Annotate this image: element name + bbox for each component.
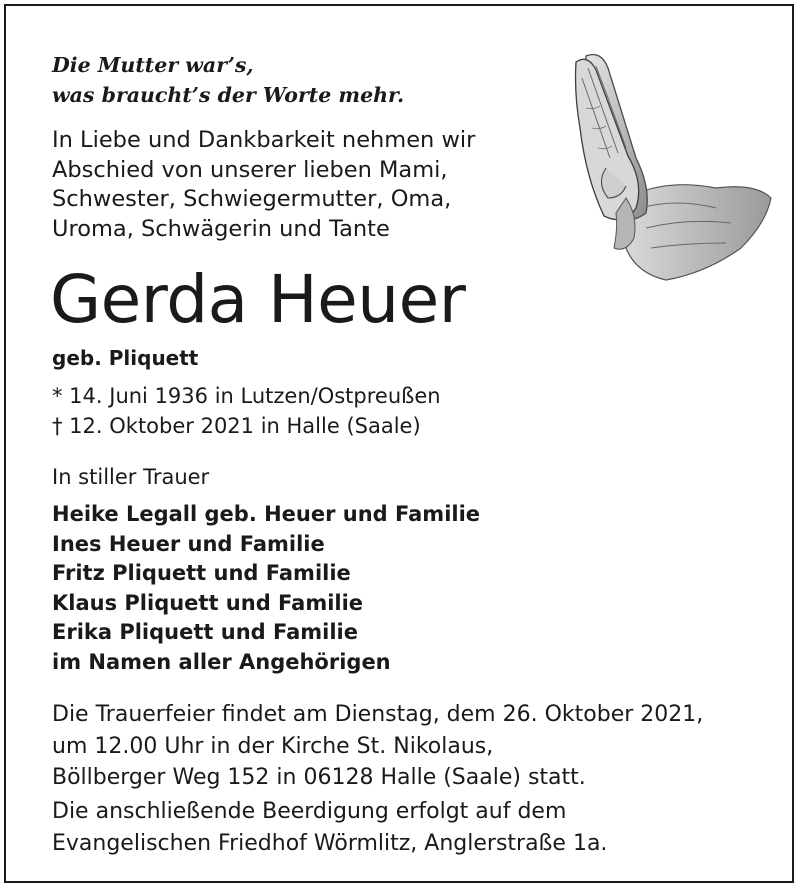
intro-text bbox=[52, 126, 475, 244]
funeral-info bbox=[52, 699, 703, 794]
mourner-item: Erika Pliquett und Familie bbox=[52, 620, 358, 644]
mourner-item: Ines Heuer und Familie bbox=[52, 531, 325, 556]
funeral-line: Die Trauerfeier findet am Dienstag, dem 26. Oktober 2021, bbox=[52, 702, 704, 727]
burial-info bbox=[52, 796, 607, 859]
birth-date: * 14. Juni 1936 in Lutzen/Ostpreußen bbox=[52, 384, 441, 408]
intro-line: In Liebe und Dankbarkeit nehmen wir bbox=[52, 127, 476, 153]
burial-line: Die anschließende Beerdigung erfolgt auf dem bbox=[52, 799, 567, 824]
funeral-line: um 12.00 Uhr in der Kirche St. Nikolaus, bbox=[52, 733, 494, 759]
motto bbox=[52, 50, 404, 110]
obituary-frame bbox=[4, 4, 794, 883]
intro-line: Abschied von unserer lieben Mami, bbox=[52, 156, 448, 183]
funeral-line: Böllberger Weg 152 in 06128 Halle (Saale) statt. bbox=[52, 765, 586, 790]
mourners-list bbox=[52, 500, 480, 677]
intro-line: Uroma, Schwägerin und Tante bbox=[52, 215, 390, 242]
intro-line: Schwester, Schwiegermutter, Oma, bbox=[52, 186, 452, 212]
mourner-item: im Namen aller Angehörigen bbox=[52, 649, 391, 674]
death-date: † 12. Oktober 2021 in Halle (Saale) bbox=[52, 414, 421, 438]
mourner-item: Heike Legall geb. Heuer und Familie bbox=[52, 502, 481, 526]
life-dates bbox=[52, 381, 441, 441]
mourner-item: Fritz Pliquett und Familie bbox=[52, 561, 351, 585]
birth-name: geb. Pliquett bbox=[52, 346, 199, 370]
praying-hands-icon bbox=[566, 48, 776, 284]
deceased-name: Gerda Heuer bbox=[50, 261, 466, 338]
mourning-intro: In stiller Trauer bbox=[52, 465, 210, 489]
motto-line: was braucht’s der Worte mehr. bbox=[52, 83, 405, 107]
burial-line: Evangelischen Friedhof Wörmlitz, Anglerstraße 1a. bbox=[52, 830, 608, 856]
motto-line: Die Mutter war’s, bbox=[52, 53, 254, 77]
mourner-item: Klaus Pliquett und Familie bbox=[52, 590, 364, 615]
